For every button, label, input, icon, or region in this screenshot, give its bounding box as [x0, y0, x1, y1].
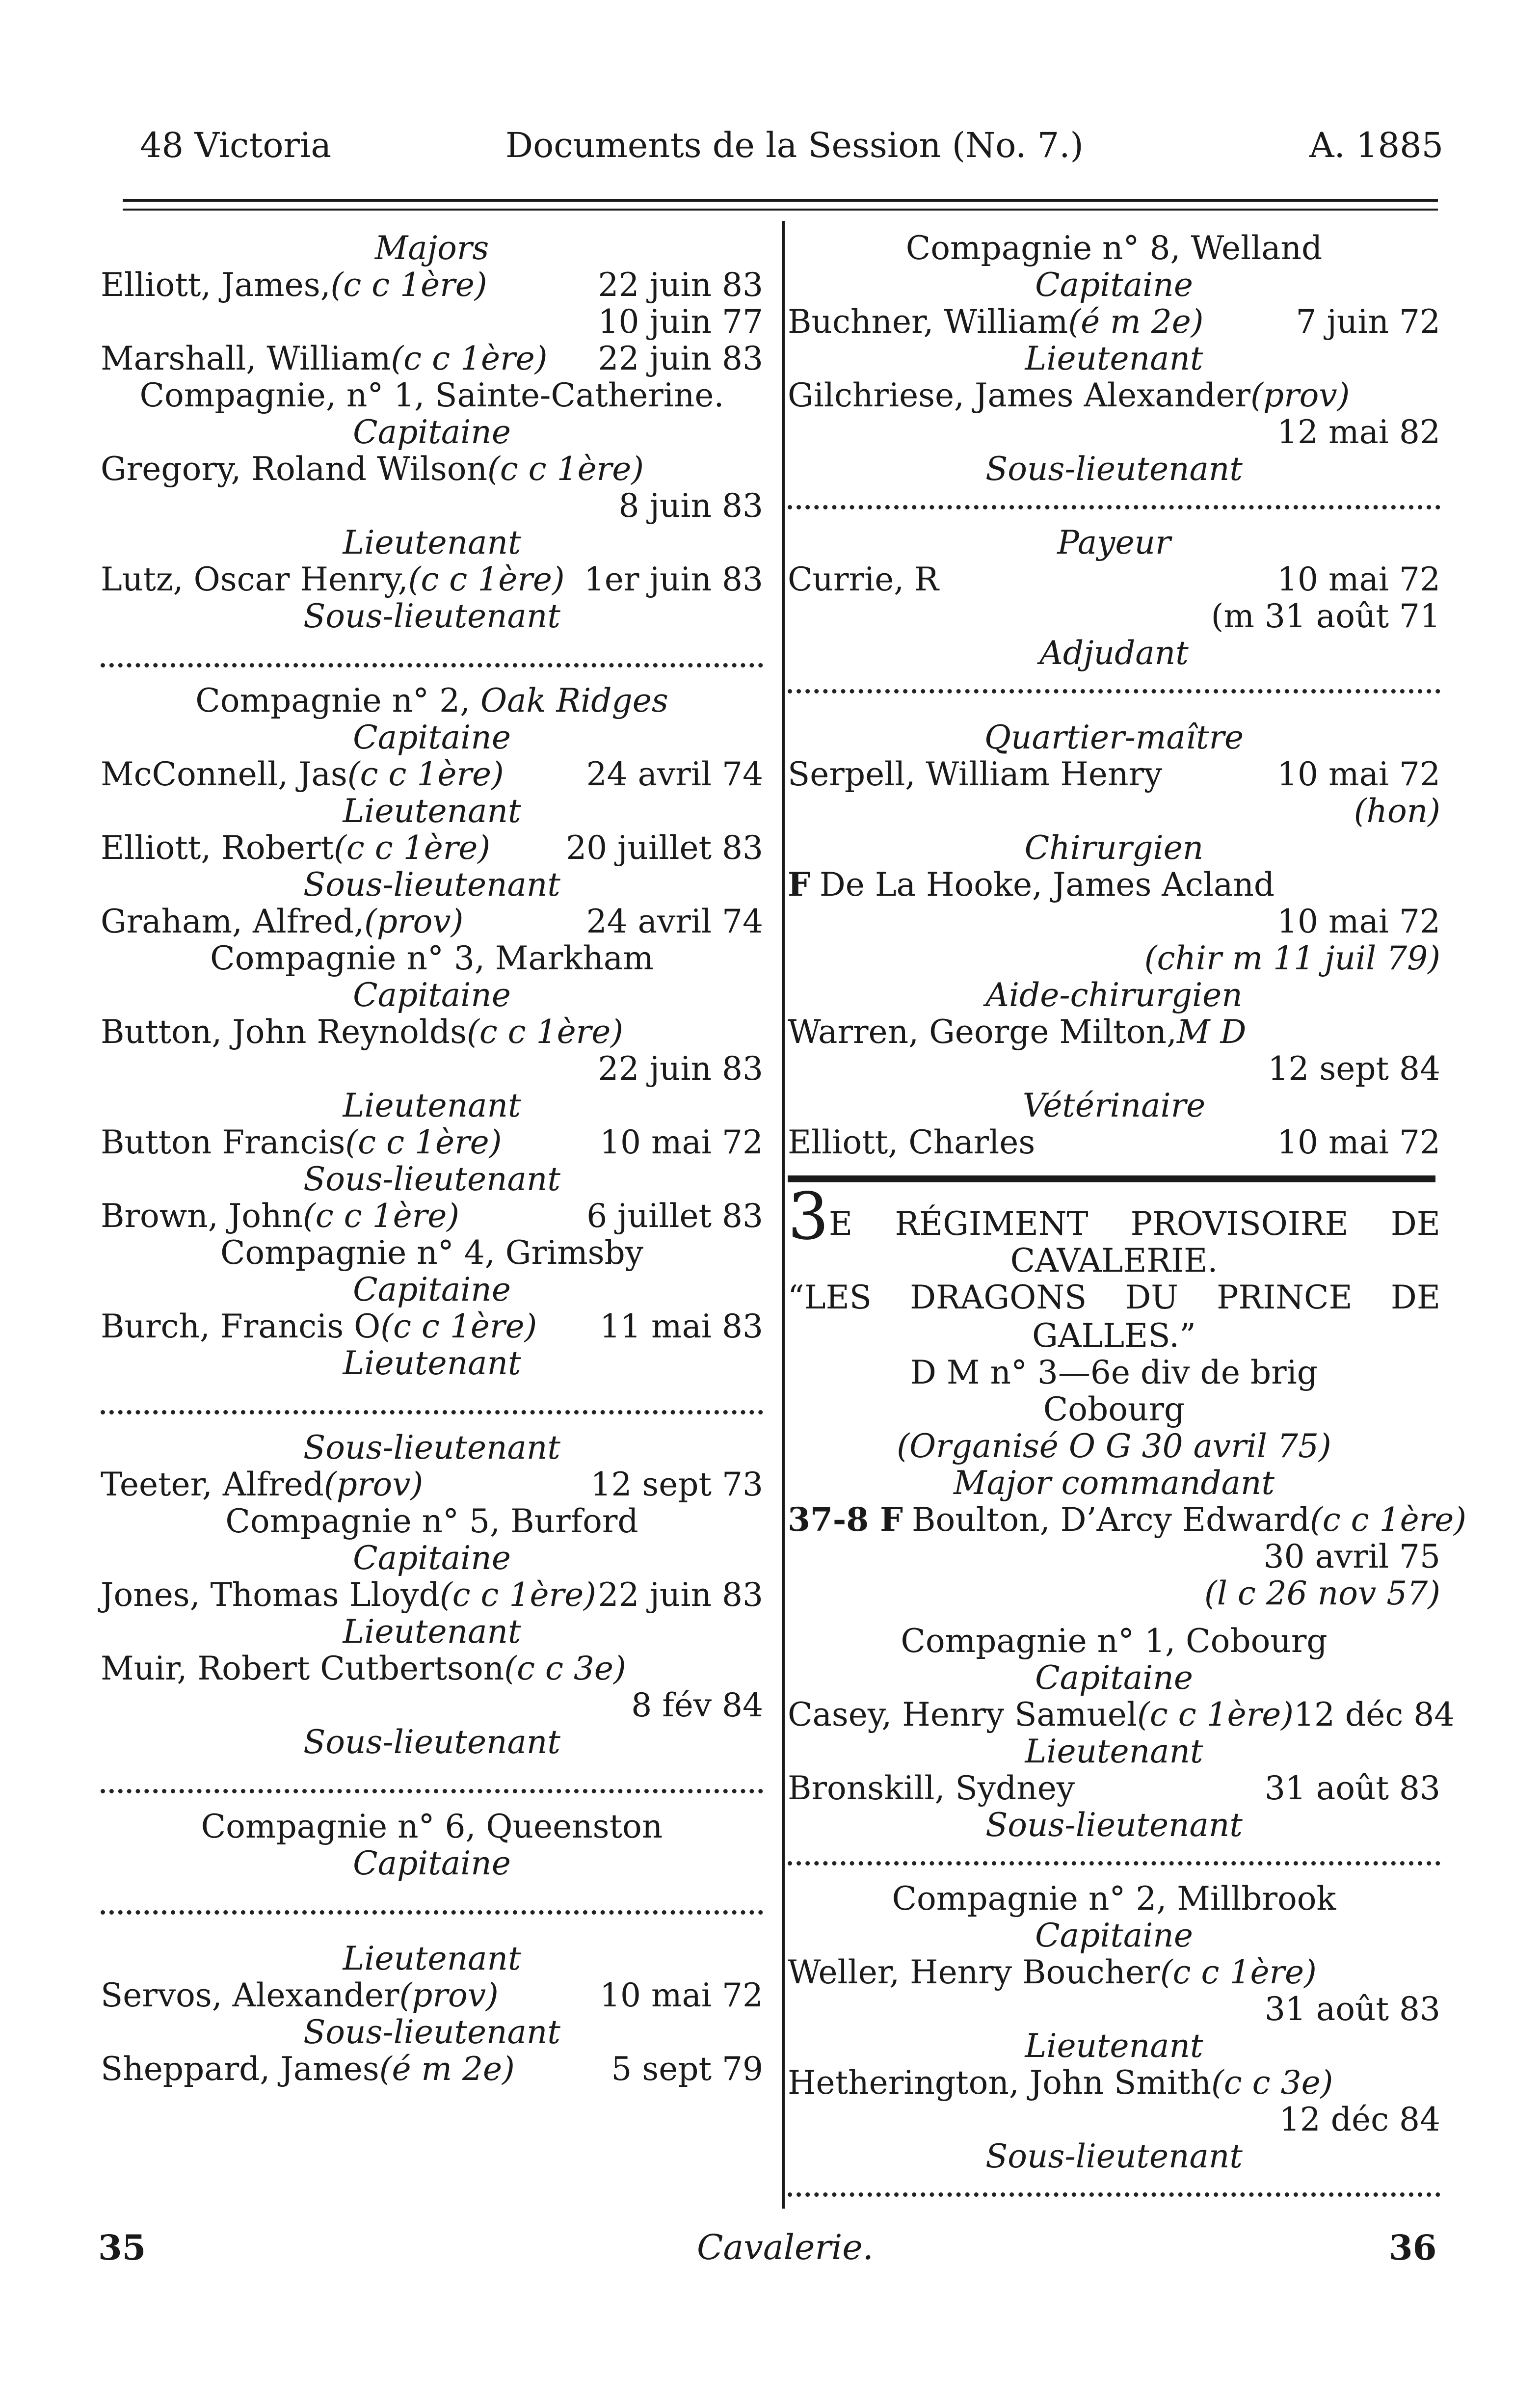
company-1-cobourg-title: Compagnie n° 1, Cobourg — [901, 1622, 1328, 1660]
rank-label: Chirurgien — [1024, 829, 1204, 867]
rank-label: Lieutenant — [1025, 340, 1203, 377]
date: 12 déc 84 — [1279, 2101, 1440, 2138]
date: 22 juin 83 — [598, 1050, 763, 1088]
rank-label: Major commandant — [953, 1464, 1274, 1502]
rank-label: Sous-lieutenant — [303, 597, 560, 635]
list-item: Graham, Alfred, (prov) 24 avril 74 — [101, 903, 763, 940]
list-item: Casey, Henry Samuel (c c 1ère) 12 déc 84 — [788, 1696, 1455, 1733]
list-item: 10 juin 77 — [598, 303, 763, 341]
date: 31 août 83 — [1264, 1990, 1440, 2028]
list-item: Muir, Robert Cutbertson (c c 3e) — [101, 1650, 626, 1687]
regiment-title-line4: GALLES.” — [1032, 1317, 1196, 1355]
list-item: Weller, Henry Boucher (c c 1ère) — [788, 1953, 1317, 1991]
rank-label: Lieutenant — [343, 1087, 521, 1124]
dotted-leader — [101, 1893, 763, 1929]
rank-label: Quartier-maître — [984, 719, 1244, 756]
list-item: Lutz, Oscar Henry, (c c 1ère) 1er juin 83 — [101, 560, 763, 598]
company-6-title: Compagnie n° 6, Queenston — [201, 1808, 663, 1845]
date: 10 mai 72 — [1277, 903, 1440, 940]
company-5-title: Compagnie n° 5, Burford — [225, 1502, 638, 1540]
right-column — [788, 229, 1467, 2212]
footer-center: Cavalerie. — [697, 2227, 874, 2267]
dotted-leader — [788, 487, 1440, 524]
majors-title: Majors — [374, 229, 489, 267]
header-right: A. 1885 — [1309, 125, 1444, 165]
rank-label: Sous-lieutenant — [303, 1429, 560, 1467]
list-item: Elliott, James, (c c 1ère) 22 juin 83 — [101, 266, 763, 304]
header-center: Documents de la Session (No. 7.) — [505, 125, 1084, 165]
dotted-leader — [788, 1843, 1440, 1880]
rank-label: Lieutenant — [343, 524, 521, 561]
regiment-title-line2: CAVALERIE. — [1010, 1242, 1218, 1280]
footer-left: 35 — [98, 2227, 146, 2268]
date: 8 juin 83 — [618, 487, 763, 525]
left-column — [101, 230, 763, 2087]
date: 12 sept 84 — [1268, 1050, 1440, 1088]
dotted-leader — [101, 1771, 763, 1808]
section-rule — [788, 1175, 1435, 1182]
regiment-dm: D M n° 3—6e div de brig — [910, 1354, 1318, 1391]
date: 12 mai 82 — [1277, 413, 1440, 451]
rank-label: Sous-lieutenant — [303, 866, 560, 904]
date: 30 avril 75 — [1263, 1538, 1440, 1575]
rank-label: Payeur — [1057, 524, 1171, 561]
rank-label: Capitaine — [353, 1271, 511, 1308]
list-item: Elliott, Robert (c c 1ère) 20 juillet 83 — [101, 829, 763, 867]
header-rule-top — [123, 199, 1438, 202]
note: (hon) — [1354, 792, 1440, 830]
list-item: Buchner, William (é m 2e) 7 juin 72 — [788, 303, 1440, 341]
list-item: Brown, John (c c 1ère) 6 juillet 83 — [101, 1197, 763, 1235]
list-item: Hetherington, John Smith (c c 3e) — [788, 2064, 1333, 2102]
rank-label: Capitaine — [353, 719, 511, 756]
rank-label: Capitaine — [1035, 1659, 1193, 1697]
dotted-leader — [788, 671, 1440, 708]
list-item: Button Francis (c c 1ère) 10 mai 72 — [101, 1123, 763, 1161]
list-item: Sheppard, James (é m 2e) 5 sept 79 — [101, 2050, 763, 2088]
footer-right: 36 — [1389, 2227, 1437, 2268]
note: (m 31 août 71 — [1211, 597, 1440, 635]
list-item: Gilchriese, James Alexander (prov) — [788, 376, 1350, 414]
header-rule-bottom — [123, 209, 1438, 211]
regiment-organise: (Organisé O G 30 avril 75) — [897, 1427, 1331, 1465]
rank-label: Adjudant — [1039, 634, 1189, 672]
rank-label: Capitaine — [353, 976, 511, 1014]
column-divider — [782, 221, 785, 2209]
company-2-title: Compagnie n° 2, Oak Ridges — [195, 682, 668, 720]
rank-label: Sous-lieutenant — [303, 1723, 560, 1761]
rank-label: Sous-lieutenant — [985, 2137, 1243, 2175]
regiment-title-line1: 3E RÉGIMENT PROVISOIRE DE — [788, 1179, 1440, 1254]
company-8-title: Compagnie n° 8, Welland — [905, 229, 1323, 267]
rank-label: Capitaine — [353, 1844, 511, 1882]
rank-label: Sous-lieutenant — [303, 1160, 560, 1198]
rank-label: Lieutenant — [343, 1344, 521, 1382]
rank-label: Sous-lieutenant — [303, 2013, 560, 2051]
rank-label: Lieutenant — [343, 1613, 521, 1651]
list-item: Gregory, Roland Wilson (c c 1ère) — [101, 450, 644, 488]
list-item: Burch, Francis O (c c 1ère) 11 mai 83 — [101, 1307, 763, 1345]
rank-label: Lieutenant — [1025, 1733, 1203, 1770]
company-2-millbrook-title: Compagnie n° 2, Millbrook — [892, 1880, 1336, 1918]
date: 8 fév 84 — [631, 1686, 763, 1724]
list-item: McConnell, Jas (c c 1ère) 24 avril 74 — [101, 755, 763, 793]
list-item: Warren, George Milton, M D — [788, 1013, 1247, 1051]
list-item: Teeter, Alfred (prov) 12 sept 73 — [101, 1466, 763, 1503]
rank-label: Capitaine — [1035, 1917, 1193, 1954]
list-item: Marshall, William (c c 1ère) 22 juin 83 — [101, 340, 763, 377]
company-3-title: Compagnie n° 3, Markham — [210, 939, 654, 977]
dotted-leader — [788, 2175, 1440, 2212]
regiment-place: Cobourg — [1043, 1390, 1185, 1428]
rank-label: Capitaine — [353, 413, 511, 451]
list-item: Currie, R 10 mai 72 — [788, 560, 1440, 598]
list-item: F De La Hooke, James Acland — [788, 865, 1275, 904]
regiment-title-line3: “LES DRAGONS DU PRINCE DE — [788, 1279, 1440, 1316]
list-item: Bronskill, Sydney 31 août 83 — [788, 1769, 1440, 1807]
list-item: 37-8 F Boulton, D’Arcy Edward (c c 1ère) — [788, 1500, 1467, 1539]
company-1-title: Compagnie, n° 1, Sainte-Catherine. — [139, 376, 724, 414]
note: (chir m 11 juil 79) — [1144, 939, 1440, 977]
rank-label: Vétérinaire — [1022, 1087, 1206, 1124]
header-left: 48 Victoria — [140, 125, 332, 165]
rank-label: Capitaine — [1035, 266, 1193, 304]
rank-label: Lieutenant — [343, 792, 521, 830]
rank-label: Capitaine — [353, 1539, 511, 1577]
list-item: Serpell, William Henry 10 mai 72 — [788, 755, 1440, 793]
dotted-leader — [101, 645, 763, 682]
company-4-title: Compagnie n° 4, Grimsby — [220, 1234, 644, 1272]
rank-label: Lieutenant — [1025, 2027, 1203, 2065]
dotted-leader — [101, 1392, 763, 1429]
rank-label: Lieutenant — [343, 1940, 521, 1977]
list-item: Button, John Reynolds (c c 1ère) — [101, 1013, 623, 1051]
list-item: Servos, Alexander (prov) 10 mai 72 — [101, 1976, 763, 2014]
rank-label: Aide-chirurgien — [985, 976, 1243, 1014]
note: (l c 26 nov 57) — [1204, 1574, 1440, 1612]
rank-label: Sous-lieutenant — [985, 1806, 1243, 1844]
list-item: Jones, Thomas Lloyd (c c 1ère) 22 juin 83 — [101, 1576, 763, 1614]
rank-label: Sous-lieutenant — [985, 450, 1243, 488]
list-item: Elliott, Charles 10 mai 72 — [788, 1123, 1440, 1161]
